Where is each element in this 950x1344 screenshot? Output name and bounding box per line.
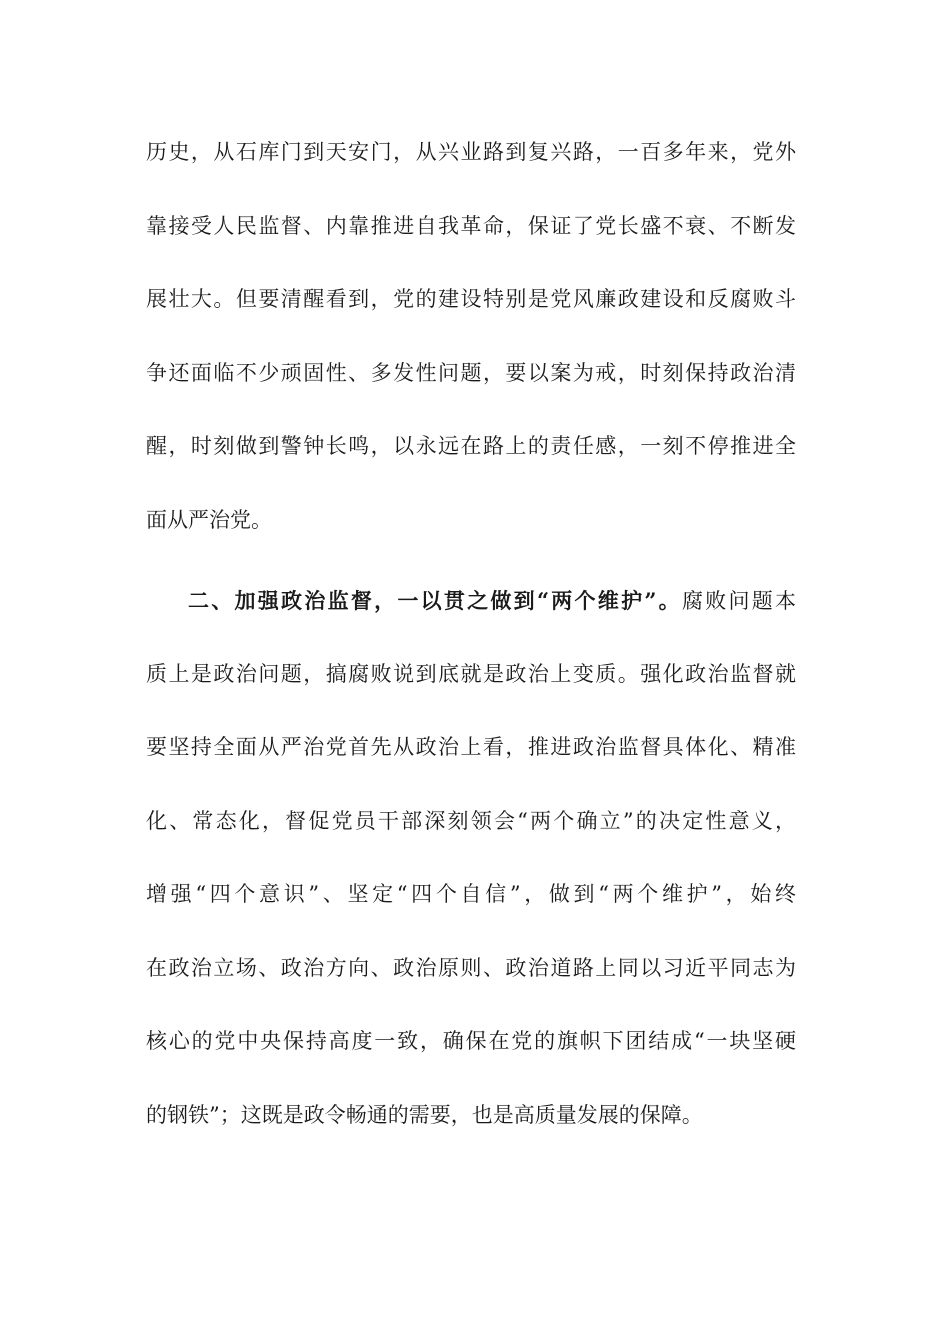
- paragraph-line: 靠接受人民监督、内靠推进自我革命，保证了党长盛不衰、不断发: [146, 213, 796, 238]
- paragraph-line: 醒，时刻做到警钟长鸣，以永远在路上的责任感，一刻不停推进全: [146, 434, 796, 458]
- paragraph-line: 在政治立场、政治方向、政治原则、政治道路上同以习近平同志为: [146, 955, 796, 980]
- paragraph-line: 化、常态化，督促党员干部深刻领会“两个确立”的决定性意义，: [146, 808, 796, 833]
- paragraph-first-line: [146, 564, 796, 638]
- paragraph-line: 争还面临不少顽固性、多发性问题，要以案为戒，时刻保持政治清: [146, 360, 796, 385]
- paragraph-line: 的钢铁”；这既是政令畅通的需要，也是高质量发展的保障。: [146, 1102, 703, 1127]
- paragraph-line: 质上是政治问题，搞腐败说到底就是政治上变质。强化政治监督就: [146, 661, 796, 686]
- paragraph-line: 要坚持全面从严治党首先从政治上看，推进政治监督具体化、精准: [146, 735, 796, 759]
- paragraph-line: 面从严治党。: [146, 507, 272, 532]
- section-heading: 二、加强政治监督，一以贯之做到“两个维护”。: [188, 588, 682, 613]
- paragraph-line: 历史，从石库门到天安门，从兴业路到复兴路，一百多年来，党外: [146, 140, 796, 164]
- paragraph-line: 展壮大。但要清醒看到，党的建设特别是党风廉政建设和反腐败斗: [146, 287, 796, 311]
- first-line-text: 腐败问题本: [681, 589, 796, 613]
- paragraph-1: [146, 116, 796, 557]
- paragraph-line: 核心的党中央保持高度一致，确保在党的旗帜下团结成“一块坚硬: [146, 1029, 796, 1053]
- paragraph-2: [146, 564, 796, 1152]
- paragraph-line: 增强“四个意识”、坚定“四个自信”，做到“两个维护”，始终: [146, 882, 796, 906]
